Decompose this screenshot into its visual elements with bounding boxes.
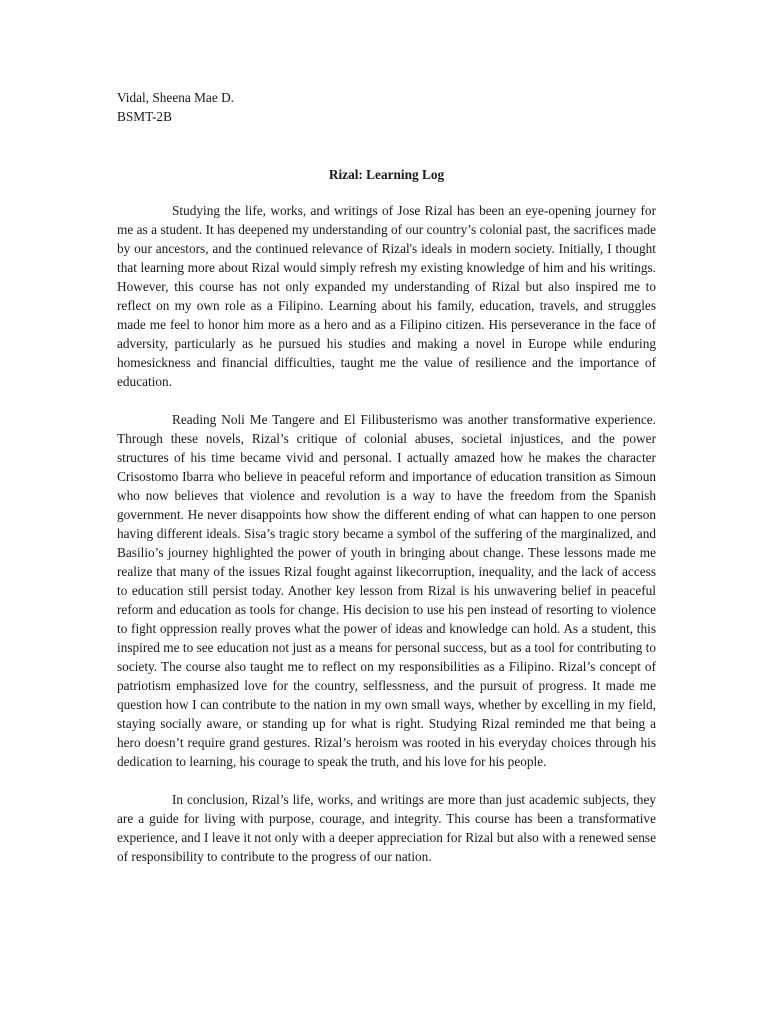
body-paragraph-1: Studying the life, works, and writings of Jose Rizal has been an eye-opening journey for me as a student. It has deepened my understanding of our country’s colonial past, the sacrifices made by our ancestors, and the continued relevance of Rizal's ideals in modern society. Initially, I thought that learning more about Rizal would simply refresh my existing knowledge of him and his writings. However, this course has not only expanded my understanding of Rizal but also inspired me to reflect on my own role as a Filipino. Learning about his family, education, travels, and struggles made me feel to honor him more as a hero and as a Filipino citizen. His perseverance in the face of adversity, particularly as he pursued his studies and making a novel in Europe while enduring homesickness and financial difficulties, taught me the value of resilience and the importance of education. <box>117 203 656 389</box>
student-name: Vidal, Sheena Mae D. <box>117 90 234 105</box>
body-paragraph-2: Reading Noli Me Tangere and El Filibusterismo was another transformative experience. Through these novels, Rizal’s critique of colonial abuses, societal injustices, and the power structures of his time became vivid and personal. I actually amazed how he makes the character Crisostomo Ibarra who believe in peaceful reform and importance of education transition as Simoun who now believes that violence and revolution is a way to have the freedom from the Spanish government. He never disappoints how show the different ending of what can happen to one person having different ideals. Sisa’s tragic story became a symbol of the suffering of the marginalized, and Basilio’s journey highlighted the power of youth in bringing about change. These lessons made me realize that many of the issues Rizal fought against likecorruption, inequality, and the lack of access to education still persist today. Another key lesson from Rizal is his unwavering belief in peaceful reform and education as tools for change. His decision to use his pen instead of resorting to violence to fight oppression really proves what the power of ideas and knowledge can hold. As a student, this inspired me to see education not just as a means for personal success, but as a tool for contributing to society. The course also taught me to reflect on my responsibilities as a Filipino. Rizal’s concept of patriotism emphasized love for the country, selflessness, and the pursuit of progress. It made me question how I can contribute to the nation in my own small ways, whether by excelling in my field, staying socially aware, or standing up for what is right. Studying Rizal reminded me that being a hero doesn’t require grand gestures. Rizal’s heroism was rooted in his everyday choices through his dedication to learning, his courage to speak the truth, and his love for his people. <box>117 412 656 769</box>
student-section: BSMT-2B <box>117 109 172 124</box>
body-paragraph-3: In conclusion, Rizal’s life, works, and writings are more than just academic subjects, they are a guide for living with purpose, courage, and integrity. This course has been a transformative experience, and I leave it not only with a deeper appreciation for Rizal but also with a renewed sense of responsibility to contribute to the progress of our nation. <box>117 792 656 864</box>
document-title: Rizal: Learning Log <box>328 167 445 182</box>
document-page <box>117 88 656 866</box>
